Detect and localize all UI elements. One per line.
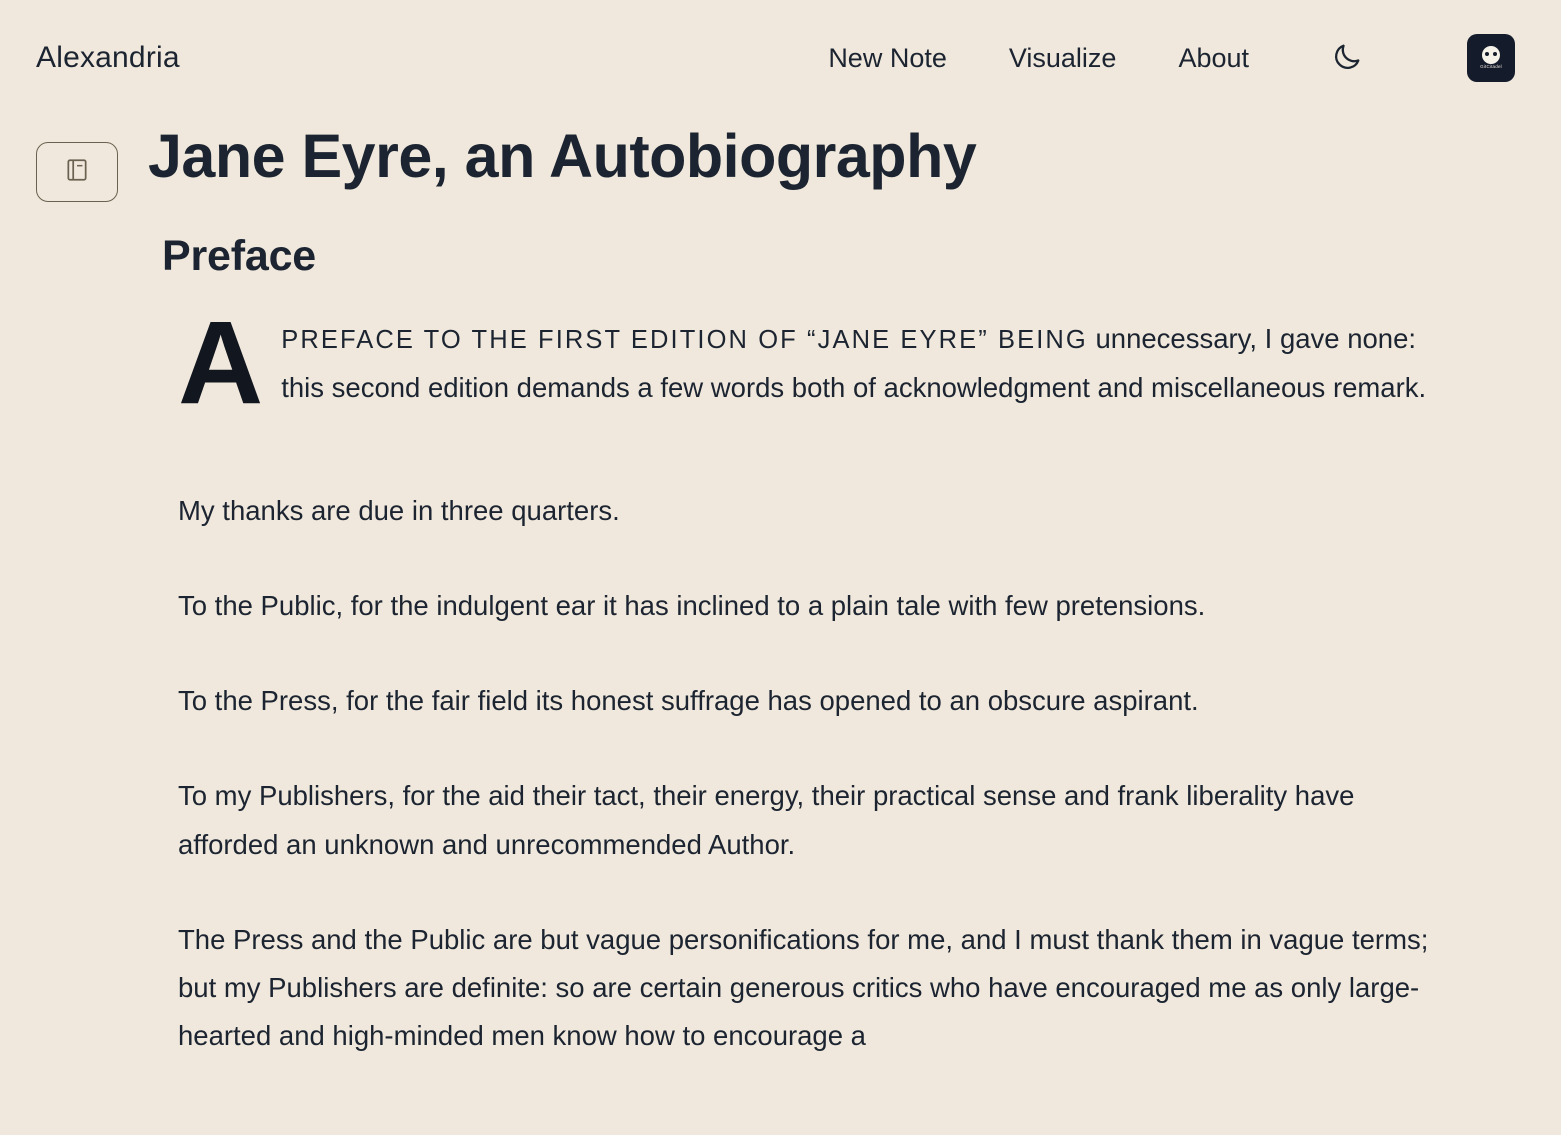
nav-links bbox=[828, 34, 1515, 82]
title-row bbox=[36, 124, 1521, 202]
book-icon bbox=[64, 157, 90, 188]
paragraph: To the Press, for the fair field its honest suffrage has opened to an obscure aspirant. bbox=[178, 685, 1199, 717]
moon-icon bbox=[1331, 41, 1363, 76]
avatar-face-icon bbox=[1482, 46, 1500, 64]
drop-cap: A bbox=[178, 297, 264, 429]
book-icon-badge[interactable] bbox=[36, 142, 118, 202]
nav-link-about[interactable]: About bbox=[1178, 42, 1249, 73]
lead-smallcaps: PREFACE TO THE FIRST EDITION OF “JANE EYRE” BEING bbox=[281, 326, 1088, 354]
section-heading: Preface bbox=[162, 232, 316, 280]
top-navigation-bar bbox=[0, 0, 1561, 82]
nav-link-visualize[interactable]: Visualize bbox=[1008, 42, 1117, 73]
nav-link-new-note[interactable]: New Note bbox=[828, 42, 947, 73]
paragraph: To the Public, for the indulgent ear it has inclined to a plain tale with few pretensions. bbox=[178, 590, 1206, 622]
paragraph: My thanks are due in three quarters. bbox=[178, 495, 620, 526]
lead-rest: unnecessary, I gave none: this second edition demands a few words both of acknowledgment and miscellaneous remark. bbox=[281, 323, 1427, 403]
app-brand[interactable]: Alexandria bbox=[36, 41, 180, 74]
lead-paragraph bbox=[178, 297, 1441, 429]
avatar[interactable] bbox=[1467, 34, 1515, 82]
paragraph: To my Publishers, for the aid their tact, their energy, their practical sense and frank liberality have afforded an unknown and unrecommended Author. bbox=[178, 780, 1355, 860]
body-paragraphs bbox=[178, 487, 1441, 1060]
avatar-label: GitCitadel bbox=[1480, 64, 1502, 70]
paragraph: The Press and the Public are but vague personifications for me, and I must thank them in vague terms; but my Publishers are definite: so are certain generous critics who have encouraged me as only large-hearted and high-minded men know how to encourage a bbox=[178, 923, 1429, 1051]
theme-toggle-button[interactable] bbox=[1329, 40, 1365, 76]
lead-paragraph-block bbox=[178, 297, 1441, 435]
document-content bbox=[178, 297, 1441, 1060]
document-view bbox=[0, 124, 1561, 1060]
page-title: Jane Eyre, an Autobiography bbox=[148, 122, 977, 190]
